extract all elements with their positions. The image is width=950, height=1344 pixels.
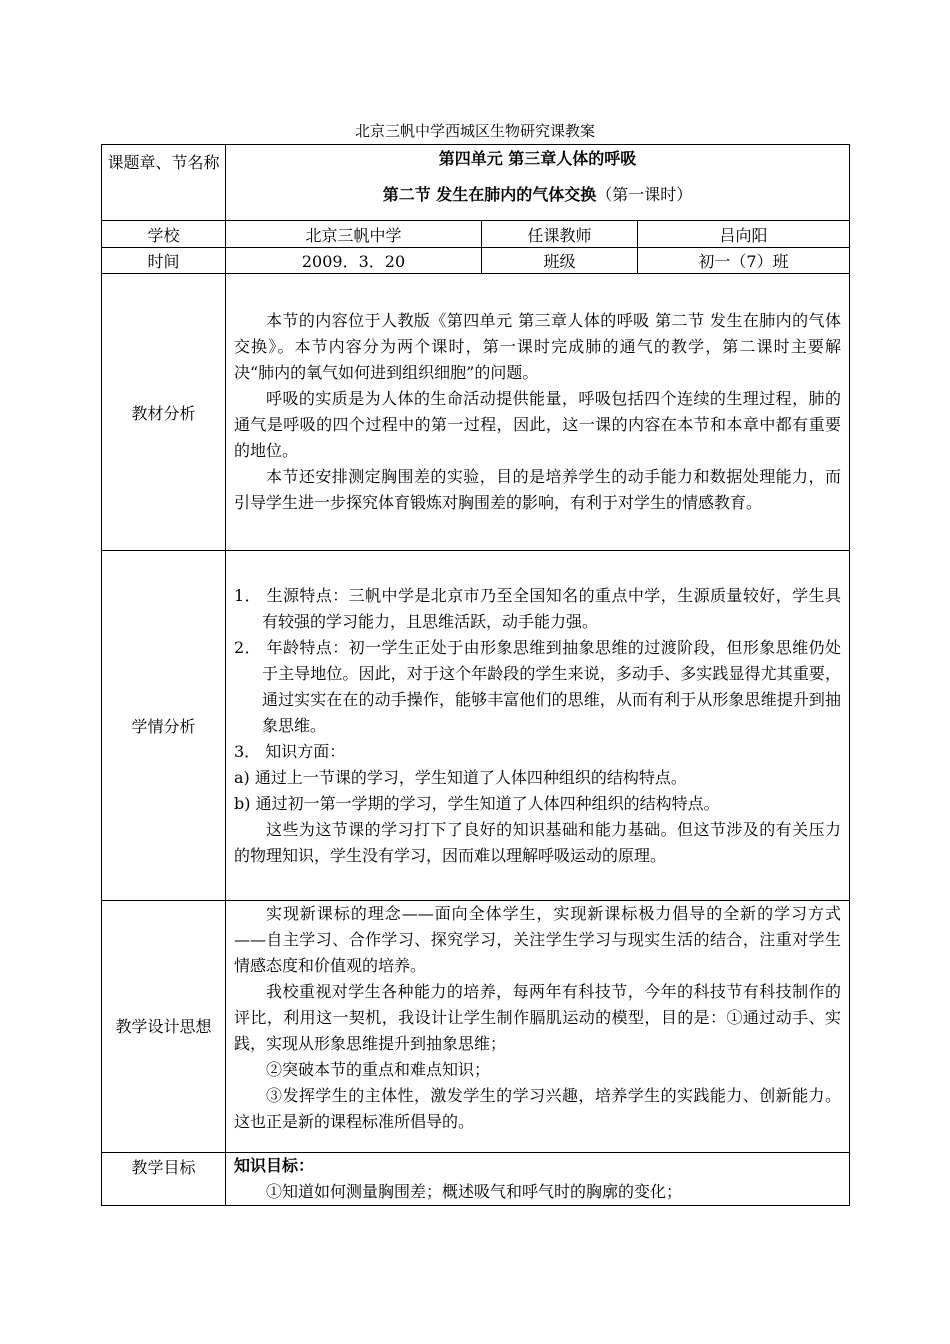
student-analysis-label: 学情分析 — [102, 551, 226, 901]
class-value: 初一（7）班 — [638, 248, 850, 274]
student-item: 3． 知识方面： — [234, 741, 346, 761]
student-item: 1． 生源特点：三帆中学是北京市乃至全国知名的重点中学，生源质量较好，学生具有较强的学习能力，且思维活跃，动手能力强。 — [234, 585, 841, 631]
topic-row — [102, 145, 850, 221]
material-paragraph: 本节的内容位于人教版《第四单元 第三章人体的呼吸 第二节 发生在肺内的气体交换》。本节内容分为两个课时，第一课时完成肺的通气的教学，第二课时主要解决“肺内的氧气如何进到组织细胞”的问题。 — [234, 311, 841, 382]
material-paragraph: 本节还安排测定胸围差的实验，目的是培养学生的动手能力和数据处理能力，而引导学生进一步探究体育锻炼对胸围差的影响，有利于对学生的情感教育。 — [234, 467, 841, 512]
topic-label: 课题章、节名称 — [102, 145, 226, 221]
time-value: 2009．3．20 — [226, 248, 482, 274]
teacher-label: 任课教师 — [482, 221, 638, 248]
material-analysis-label: 教材分析 — [102, 274, 226, 551]
student-analysis-content — [226, 551, 850, 901]
student-subitem: b) 通过初一第一学期的学习，学生知道了人体四种组织的结构特点。 — [234, 793, 720, 813]
time-row — [102, 248, 850, 274]
section-title-note: （第一课时） — [596, 185, 693, 204]
design-paragraph: ③发挥学生的主体性，激发学生的学习兴趣，培养学生的实践能力、创新能力。这也正是新的课程标准所倡导的。 — [234, 1086, 841, 1131]
lesson-plan-table — [101, 144, 850, 1206]
design-idea-row — [102, 901, 850, 1153]
design-paragraph: 我校重视对学生各种能力的培养，每两年有科技节，今年的科技节有科技制作的评比，利用这一契机，我设计让学生制作膈肌运动的模型，目的是：①通过动手、实践，实现从形象思维提升到抽象思维； — [234, 982, 841, 1053]
material-analysis-row — [102, 274, 850, 551]
section-title — [226, 184, 849, 206]
teaching-goals-content — [226, 1153, 850, 1206]
school-label: 学校 — [102, 221, 226, 248]
student-closing: 这些为这节课的学习打下了良好的知识基础和能力基础。但这节涉及的有关压力的物理知识，学生没有学习，因而难以理解呼吸运动的原理。 — [234, 819, 841, 865]
student-analysis-row — [102, 551, 850, 901]
teacher-value: 吕向阳 — [638, 221, 850, 248]
time-label: 时间 — [102, 248, 226, 274]
design-idea-content — [226, 901, 850, 1153]
document-title: 北京三帆中学西城区生物研究课教案 — [354, 122, 595, 140]
unit-chapter-title: 第四单元 第三章人体的呼吸 — [438, 149, 637, 168]
teaching-goals-label: 教学目标 — [102, 1153, 226, 1206]
student-subitem: a) 通过上一节课的学习，学生知道了人体四种组织的结构特点。 — [234, 767, 687, 787]
material-paragraph: 呼吸的实质是为人体的生命活动提供能量，呼吸包括四个连续的生理过程，肺的通气是呼吸的四个过程中的第一过程，因此，这一课的内容在本节和本章中都有重要的地位。 — [234, 389, 841, 460]
design-paragraph: ②突破本节的重点和难点知识； — [266, 1060, 491, 1079]
knowledge-goal-heading: 知识目标： — [234, 1156, 315, 1175]
section-title-main: 第二节 发生在肺内的气体交换 — [382, 185, 597, 204]
student-item: 2． 年龄特点：初一学生正处于由形象思维到抽象思维的过渡阶段，但形象思维仍处于主导地位。因此，对于这个年龄段的学生来说，多动手、多实践显得尤其重要，通过实实在在的动手操作，能够丰富他们的思维，从而有利于从形象思维提升到抽象思维。 — [234, 637, 841, 735]
design-paragraph: 实现新课标的理念——面向全体学生，实现新课标极力倡导的全新的学习方式——自主学习、合作学习、探究学习，关注学生学习与现实生活的结合，注重对学生情感态度和价值观的培养。 — [234, 904, 841, 975]
school-value: 北京三帆中学 — [226, 221, 482, 248]
material-analysis-content — [226, 274, 850, 551]
knowledge-goal-item: ①知道如何测量胸围差；概述吸气和呼气时的胸廓的变化； — [266, 1182, 683, 1201]
school-row — [102, 221, 850, 248]
class-label: 班级 — [482, 248, 638, 274]
topic-title-cell — [226, 145, 850, 221]
teaching-goals-row — [102, 1153, 850, 1206]
design-idea-label: 教学设计思想 — [102, 901, 226, 1153]
